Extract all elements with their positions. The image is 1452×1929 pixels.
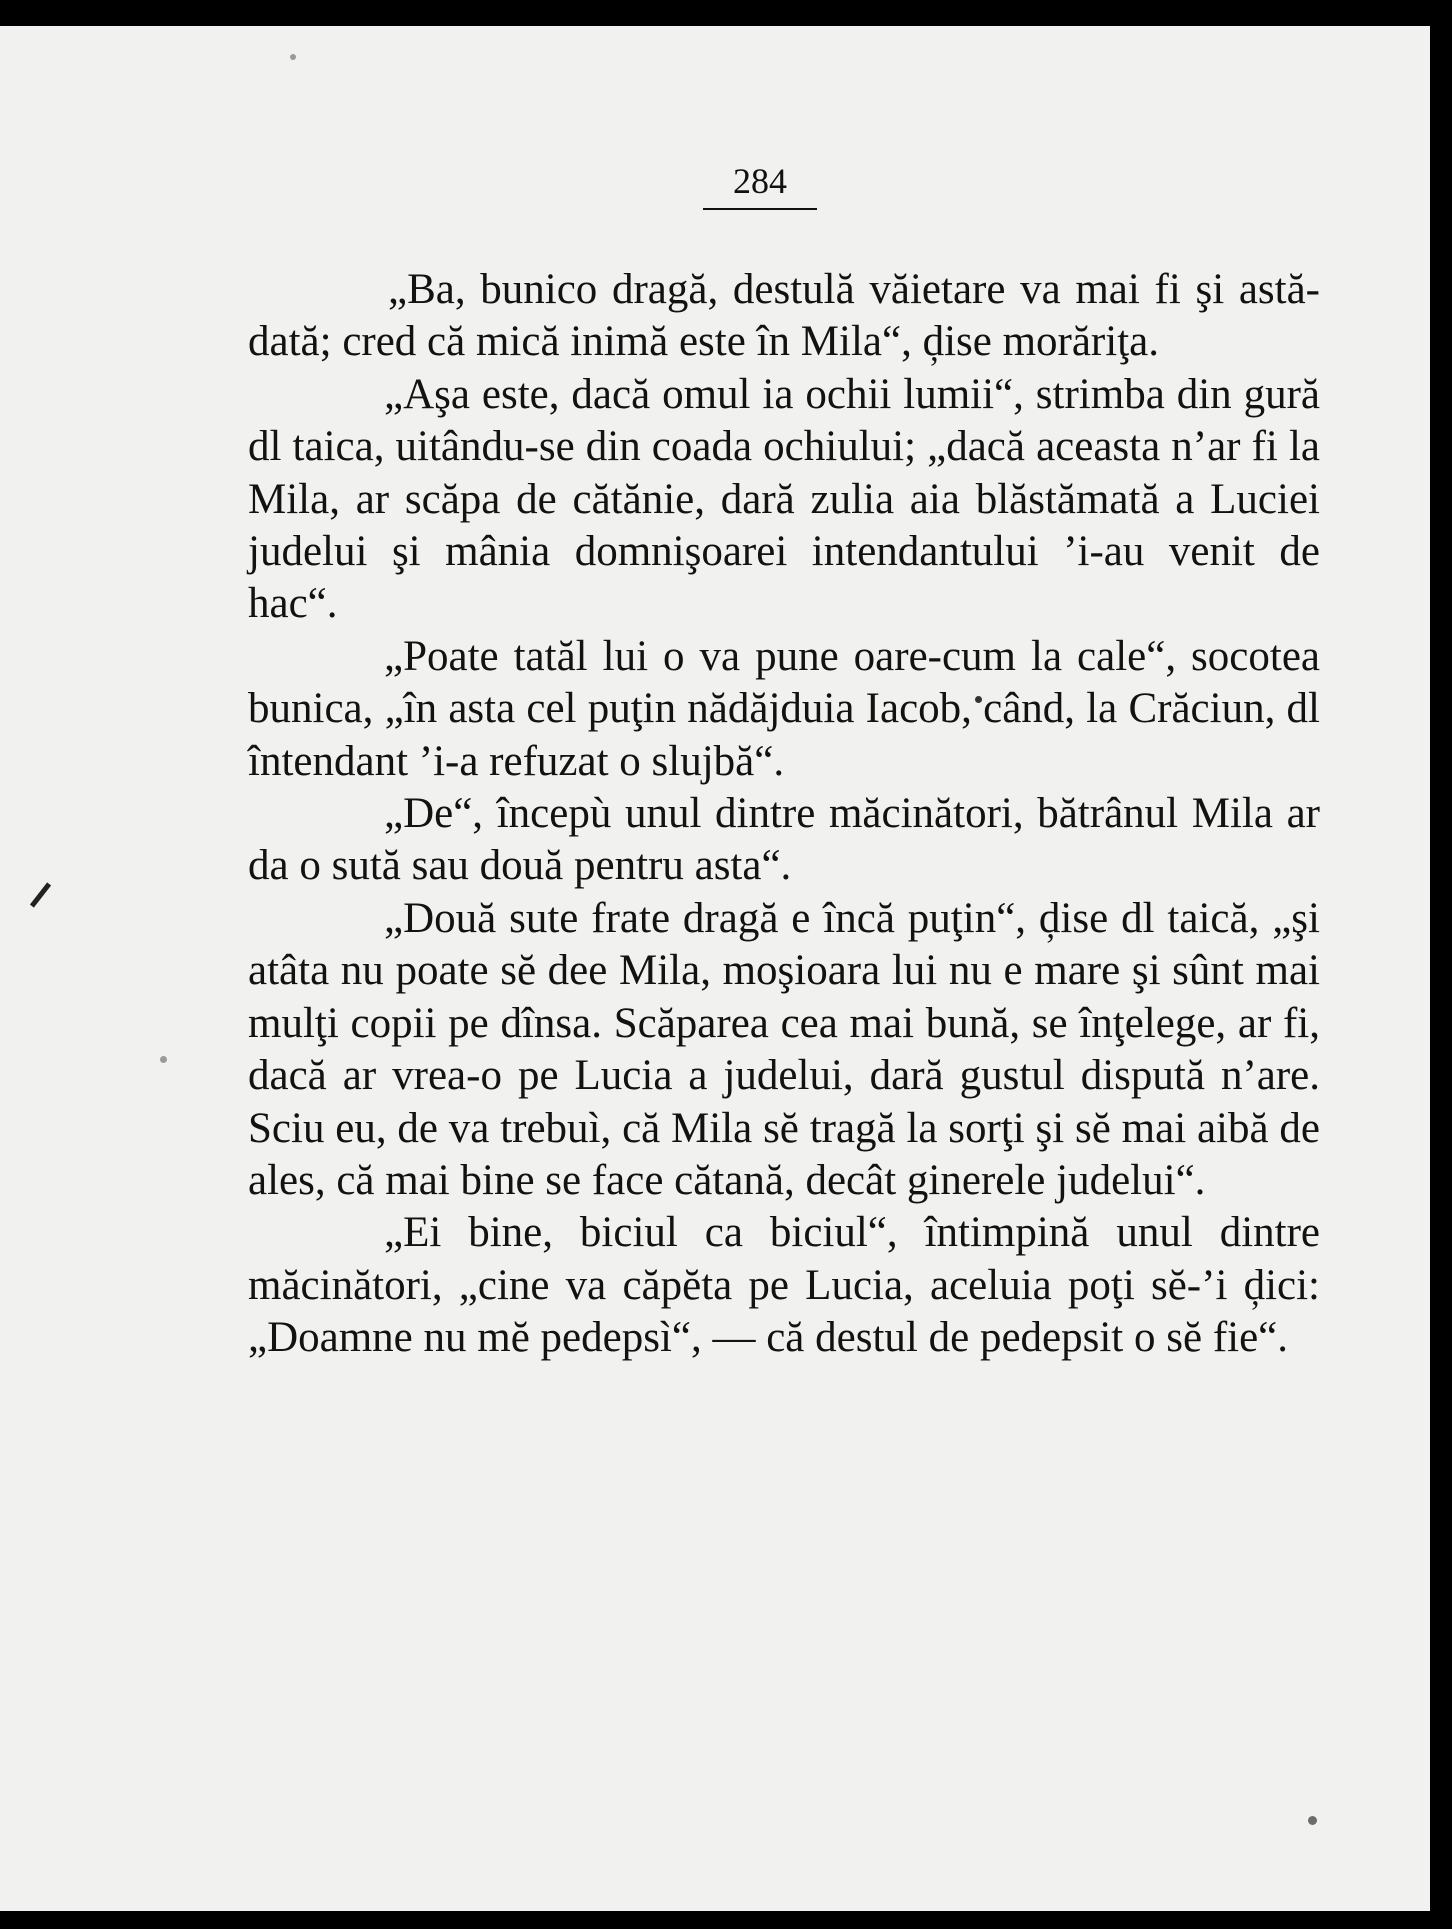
body-text: [248, 264, 1320, 1365]
paper-speck: [1308, 1816, 1317, 1825]
page-header: [45, 160, 1430, 210]
book-page: [0, 26, 1430, 1911]
page-number: 284: [703, 160, 817, 210]
paragraph: „De“, începù unul dintre măcinători, bătrânul Mila ar da o sută sau două pentru asta“.: [248, 790, 1320, 890]
margin-pencil-mark: [30, 882, 51, 907]
paragraph: „Două sute frate dragă e încă puţin“, ḑise dl taică, „şi atâta nu poate sĕ dee Mila, moşioara lui nu e mare şi sûnt mai mulţi copii pe dînsa. Scăparea cea mai bună, se înţelege, ar fi, dacă ar vrea-o pe Lucia a judelui, dară gustul dispută n’are. Sciu eu, de va trebuì, că Mila sĕ tragă la sorţi şi sĕ mai aibă de ales, că mai bine se face cătană, decât ginerele judelui“.: [248, 894, 1320, 1204]
paragraph: „Poate tatăl lui o va pune oare-cum la cale“, socotea bunica, „în asta cel puţin nădăjduia Iacob, când, la Crăciun, dl întendant ’i-a refuzat o slujbă“.: [248, 632, 1320, 785]
paragraph: „Aşa este, dacă omul ia ochii lumii“, strimba din gură dl taica, uitându-se din coada ochiului; „dacă aceasta n’ar fi la Mila, ar scăpa de cătănie, dară zulia aia blăstămată a Luciei judelui şi mânia domnişoarei intendantului ’i-au venit de hac“.: [248, 370, 1320, 628]
paragraph: „Ba, bunico dragă, destulă văietare va mai fi şi astă-dată; cred că mică inimă este în Mila“, ḑise morăriţa.: [248, 266, 1320, 366]
paper-speck: [290, 54, 296, 60]
paper-speck: [160, 1056, 167, 1063]
paragraph: „Ei bine, biciul ca biciul“, întimpină unul dintre măcinători, „cine va căpĕta pe Lucia, aceluia poţi sĕ-’i ḑici: „Doamne nu mĕ pedepsì“, — că destul de pedepsit o sĕ fie“.: [248, 1209, 1320, 1362]
